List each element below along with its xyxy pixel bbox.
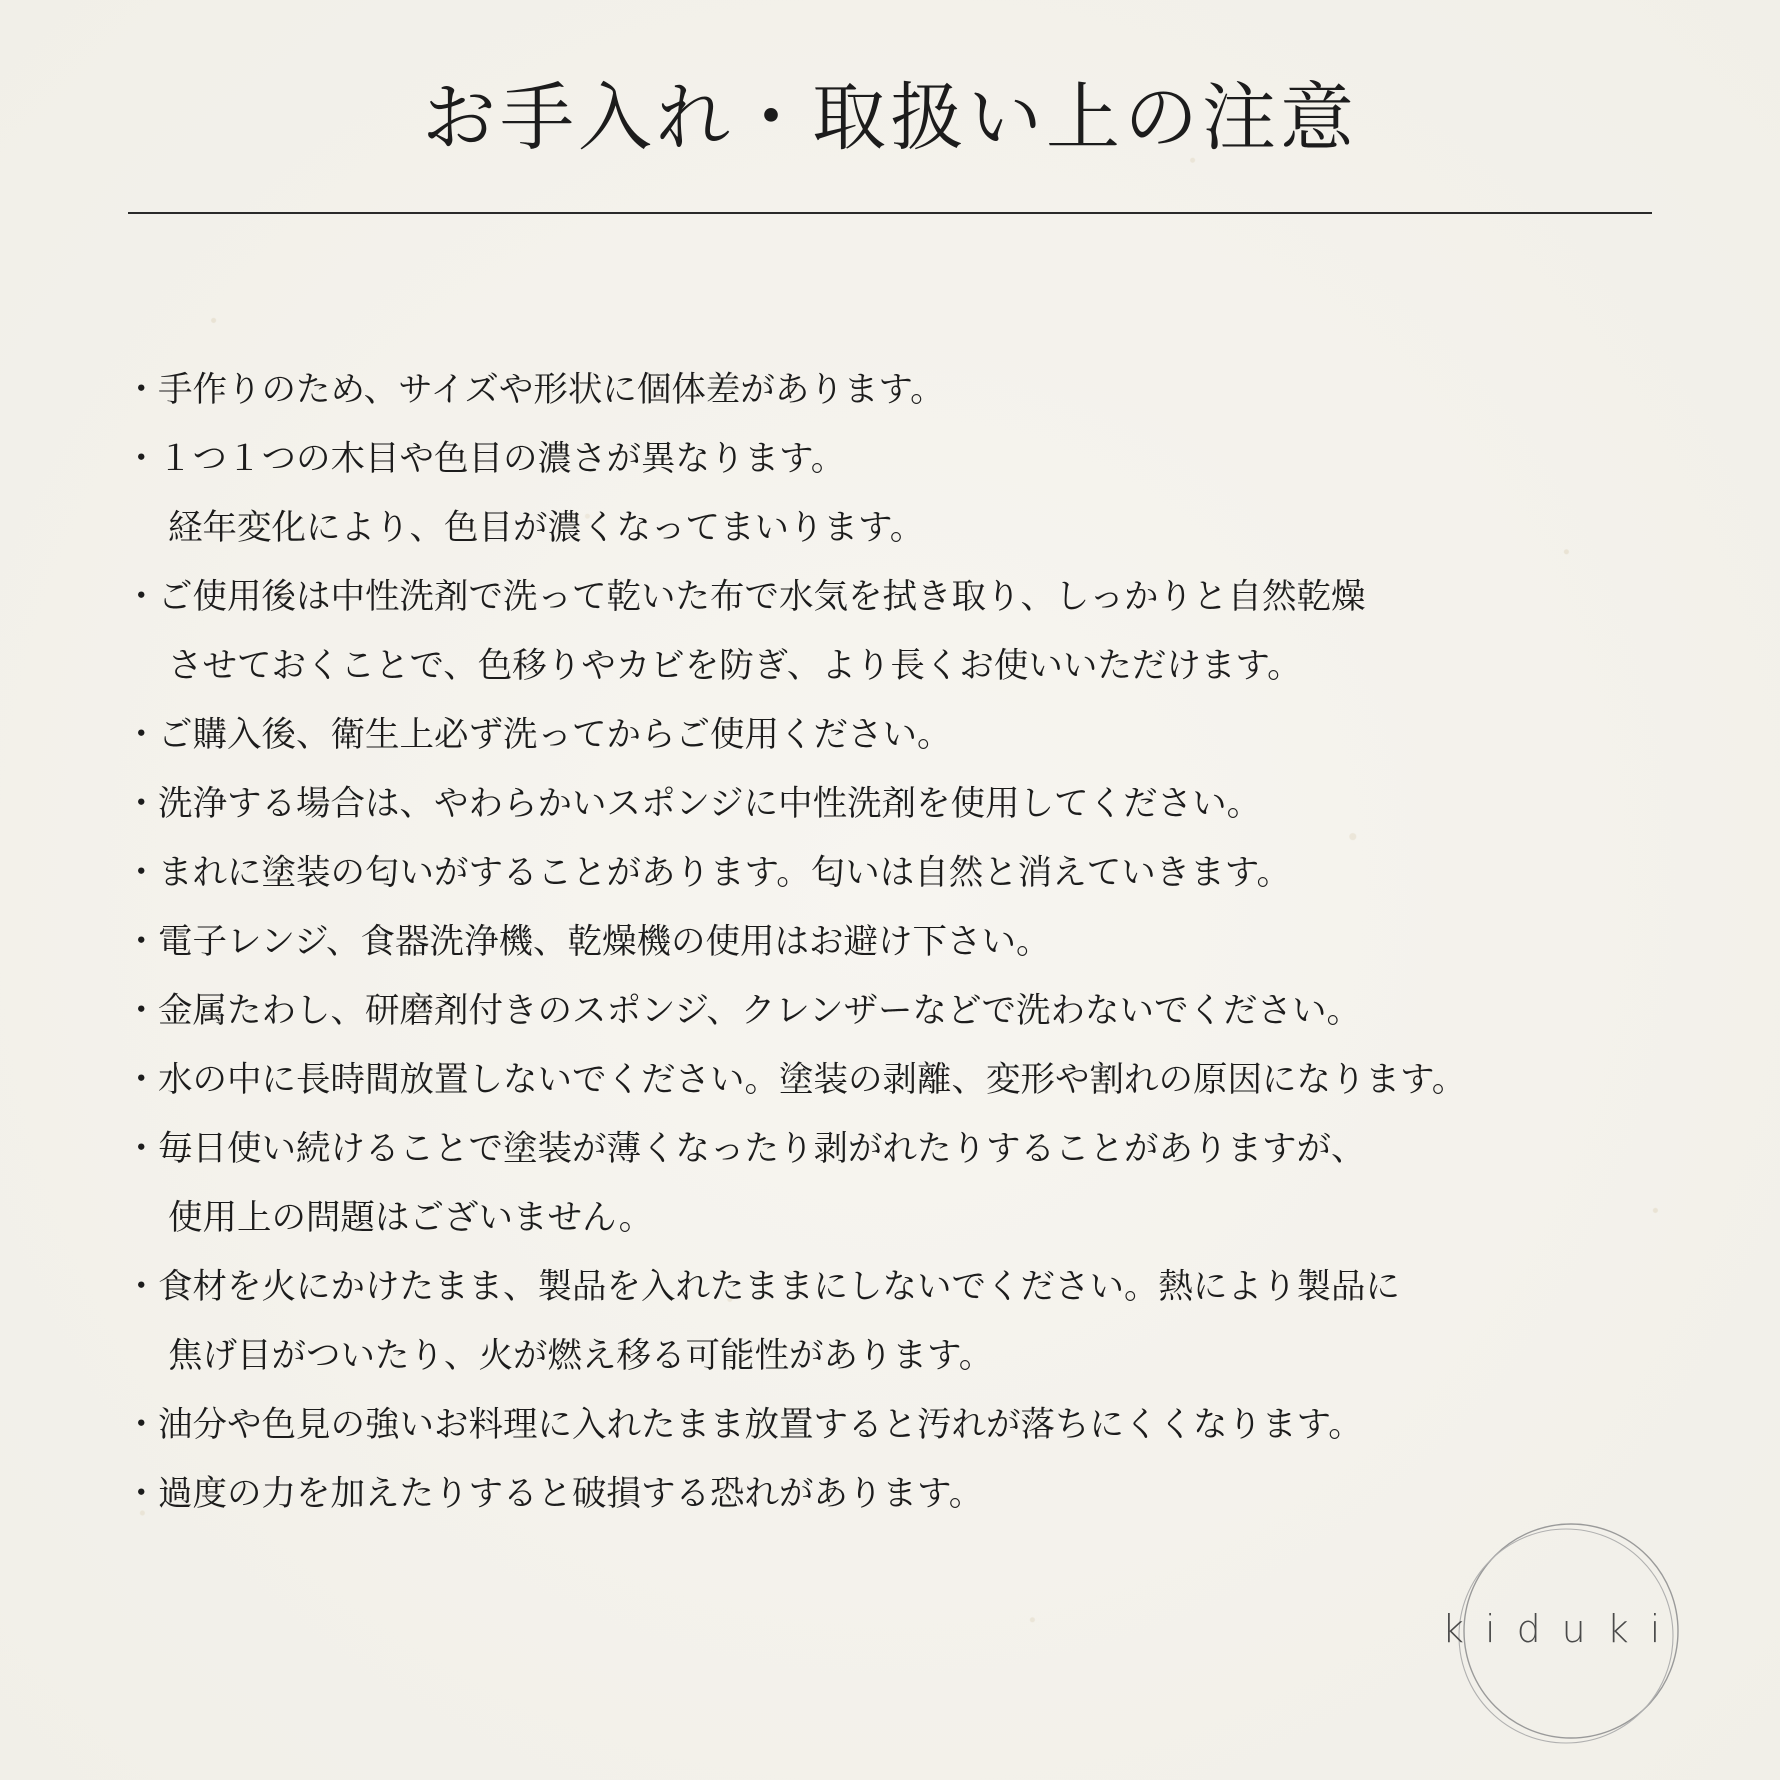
bullet-icon: ・ [124, 853, 159, 893]
bullet-icon: ・ [124, 715, 159, 755]
care-note-continuation: 使用上の問題はございません。 [168, 1198, 654, 1238]
care-note-text: 手作りのため、サイズや形状に個体差があります。 [158, 370, 945, 410]
bullet-icon: ・ [124, 1060, 159, 1100]
care-note-text: 電子レンジ、食器洗浄機、乾燥機の使用はお避け下さい。 [158, 922, 1051, 962]
brand-logo [1435, 1516, 1735, 1756]
care-note-item [124, 839, 1674, 908]
care-note-text: 油分や色見の強いお料理に入れたまま放置すると汚れが落ちにくくなります。 [158, 1405, 1363, 1445]
care-note-text: 毎日使い続けることで塗装が薄くなったり剥がれたりすることがありますが、 [158, 1129, 1366, 1169]
care-note-text: 水の中に長時間放置しないでください。塗装の剥離、変形や割れの原因になります。 [158, 1060, 1467, 1100]
care-note-item [124, 356, 1674, 425]
bullet-icon: ・ [124, 1405, 159, 1445]
bullet-icon: ・ [124, 922, 159, 962]
bullet-icon: ・ [124, 577, 159, 617]
brand-logo-text: kiduki [1442, 1607, 1682, 1651]
bullet-icon: ・ [124, 1474, 159, 1514]
care-note-item [124, 1046, 1674, 1115]
care-note-item [124, 1253, 1674, 1391]
care-note-item [124, 1115, 1674, 1253]
care-note-item [124, 1391, 1674, 1460]
care-note-text: 過度の力を加えたりすると破損する恐れがあります。 [158, 1474, 984, 1514]
care-note-text: １つ１つの木目や色目の濃さが異なります。 [158, 439, 846, 479]
care-note-text: 金属たわし、研磨剤付きのスポンジ、クレンザーなどで洗わないでください。 [158, 991, 1362, 1031]
care-note-item [124, 770, 1674, 839]
care-note-text: 洗浄する場合は、やわらかいスポンジに中性洗剤を使用してください。 [158, 784, 1262, 824]
care-note-continuation: させておくことで、色移りやカビを防ぎ、より長くお使いいただけます。 [168, 646, 1302, 686]
bullet-icon: ・ [124, 991, 159, 1031]
care-note-item [124, 977, 1674, 1046]
care-note-item [124, 425, 1674, 563]
care-note-text: 食材を火にかけたまま、製品を入れたままにしないでください。熱により製品に [158, 1267, 1400, 1307]
bullet-icon: ・ [124, 439, 159, 479]
care-note-item [124, 908, 1674, 977]
care-notes-list [124, 356, 1674, 1529]
care-note-text: まれに塗装の匂いがすることがあります。匂いは自然と消えていきます。 [158, 853, 1291, 893]
care-note-text: ご購入後、衛生上必ず洗ってからご使用ください。 [158, 715, 952, 755]
bullet-icon: ・ [124, 370, 159, 410]
bullet-icon: ・ [124, 1129, 159, 1169]
care-note-continuation: 経年変化により、色目が濃くなってまいります。 [168, 508, 925, 548]
care-note-text: ご使用後は中性洗剤で洗って乾いた布で水気を拭き取り、しっかりと自然乾燥 [158, 577, 1366, 617]
page-title: お手入れ・取扱い上の注意 [422, 75, 1358, 161]
bullet-icon: ・ [124, 1267, 159, 1307]
bullet-icon: ・ [124, 784, 159, 824]
care-note-continuation: 焦げ目がついたり、火が燃え移る可能性があります。 [168, 1336, 994, 1376]
title-divider [128, 212, 1652, 214]
care-note-item [124, 563, 1674, 701]
care-note-item [124, 701, 1674, 770]
